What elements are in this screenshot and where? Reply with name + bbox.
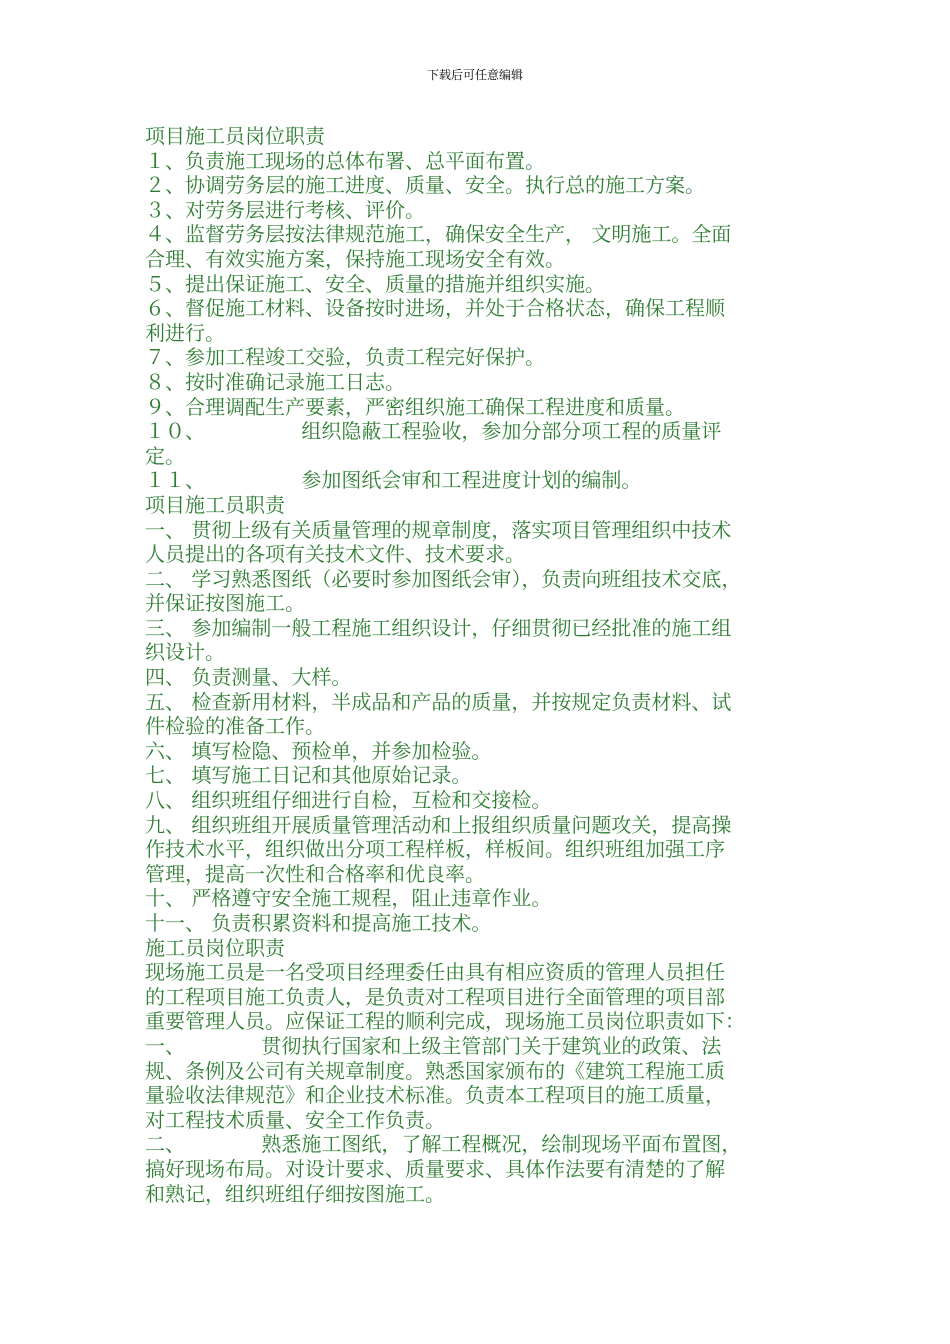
text-line: 六、 填写检隐、预检单，并参加检验。 [145, 738, 492, 763]
text-line: 管理，提高一次性和合格率和优良率。 [145, 861, 485, 886]
text-line: 合理、有效实施方案，保持施工现场安全有效。 [145, 246, 565, 271]
text-line: 并保证按图施工。 [145, 591, 305, 616]
document-body [145, 124, 817, 1206]
text-line: 人员提出的各项有关技术文件、技术要求。 [145, 542, 525, 567]
text-line: ６、督促施工材料、设备按时进场，并处于合格状态，确保工程顺 [145, 296, 725, 321]
text-line: 重要管理人员。应保证工程的顺利完成，现场施工员岗位职责如下： [145, 1009, 745, 1034]
page-header: 下载后可任意编辑 [426, 68, 523, 82]
text-line: 现场施工员是一名受项目经理委任由具有相应资质的管理人员担任 [145, 960, 725, 985]
text-line: 五、 检查新用材料，半成品和产品的质量，并按规定负责材料、试 [145, 689, 732, 714]
section-title: 项目施工员职责 [145, 492, 285, 517]
text-line: 一、 贯彻上级有关质量管理的规章制度，落实项目管理组织中技术 [145, 517, 732, 542]
text-line: 二、 熟悉施工图纸，了解工程概况，绘制现场平面布置图， [145, 1132, 742, 1157]
text-line: 定。 [145, 443, 185, 468]
text-line: 十、 严格遵守安全施工规程，阻止违章作业。 [145, 886, 552, 911]
section-title: 施工员岗位职责 [145, 935, 285, 960]
text-line: 织设计。 [145, 640, 225, 665]
text-line: 搞好现场布局。对设计要求、质量要求、具体作法要有清楚的了解 [145, 1156, 725, 1181]
text-line: 四、 负责测量、大样。 [145, 665, 352, 690]
text-line: 和熟记，组织班组仔细按图施工。 [145, 1181, 445, 1206]
text-line: 利进行。 [145, 320, 225, 345]
text-line: 量验收法律规范》和企业技术标准。负责本工程项目的施工质量， [145, 1083, 725, 1108]
text-line: ９、合理调配生产要素，严密组织施工确保工程进度和质量。 [145, 394, 685, 419]
text-line: ４、监督劳务层按法律规范施工，确保安全生产， 文明施工。全面 [145, 222, 732, 247]
text-line: ７、参加工程竣工交验，负责工程完好保护。 [145, 345, 545, 370]
text-line: 十一、 负责积累资料和提高施工技术。 [145, 911, 492, 935]
text-line: 一、 贯彻执行国家和上级主管部门关于建筑业的政策、法 [145, 1033, 722, 1058]
text-line: 三、 参加编制一般工程施工组织设计，仔细贯彻已经批准的施工组 [145, 615, 732, 640]
text-line: ３、对劳务层进行考核、评价。 [145, 197, 425, 222]
text-line: １、负责施工现场的总体布署、总平面布置。 [145, 148, 545, 173]
text-line: 对工程技术质量、安全工作负责。 [145, 1107, 445, 1132]
section-title: 项目施工员岗位职责 [145, 124, 325, 148]
text-line: 规、条例及公司有关规章制度。熟悉国家颁布的《建筑工程施工质 [145, 1058, 725, 1083]
text-line: 二、 学习熟悉图纸（必要时参加图纸会审），负责向班组技术交底， [145, 566, 742, 591]
text-line: ８、按时准确记录施工日志。 [145, 369, 405, 394]
text-line: 作技术水平，组织做出分项工程样板，样板间。组织班组加强工序 [145, 837, 725, 862]
text-line: 八、 组织班组仔细进行自检，互检和交接检。 [145, 788, 552, 813]
text-line: １０、 组织隐蔽工程验收，参加分部分项工程的质量评 [145, 419, 722, 444]
text-line: 件检验的准备工作。 [145, 714, 325, 739]
text-line: ５、提出保证施工、安全、质量的措施并组织实施。 [145, 271, 605, 296]
text-line: 九、 组织班组开展质量管理活动和上报组织质量问题攻关，提高操 [145, 812, 732, 837]
text-line: １１、 参加图纸会审和工程进度计划的编制。 [145, 468, 642, 493]
text-line: 的工程项目施工负责人，是负责对工程项目进行全面管理的项目部 [145, 984, 725, 1009]
text-line: 七、 填写施工日记和其他原始记录。 [145, 763, 472, 788]
text-line: ２、协调劳务层的施工进度、质量、安全。执行总的施工方案。 [145, 173, 705, 198]
